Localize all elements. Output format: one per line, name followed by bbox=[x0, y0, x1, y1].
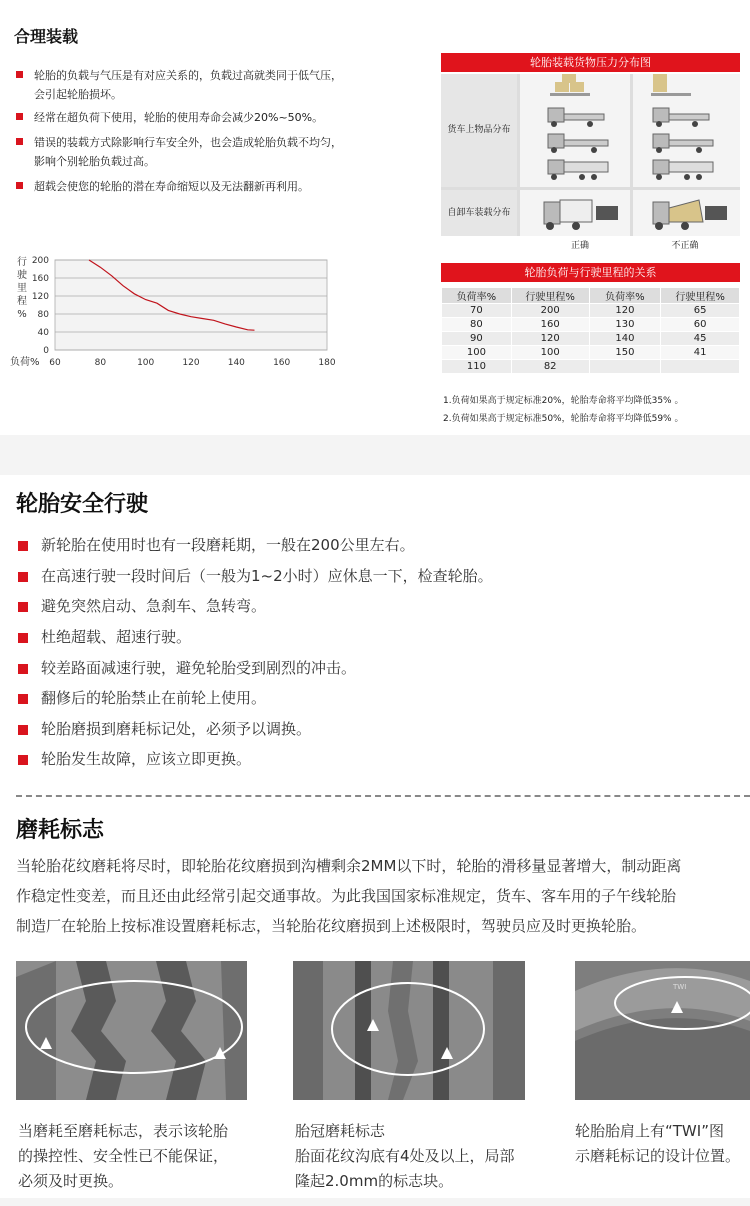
chart-x-tick-label: 80 bbox=[94, 358, 107, 368]
bullet-square-icon bbox=[18, 572, 28, 582]
safety-bullet: 轮胎发生故障，应该立即更换。 bbox=[18, 748, 251, 770]
pressure-panel-title: 轮胎装载货物压力分布图 bbox=[441, 53, 740, 72]
chart-ylabel-char: 程 bbox=[17, 296, 27, 307]
chart-y-ticks bbox=[32, 256, 49, 356]
chart-grid bbox=[55, 260, 327, 350]
chart-x-tick-label: 120 bbox=[182, 358, 200, 368]
chart-ylabel-char: 里 bbox=[17, 283, 27, 294]
chart-y-tick-label: 160 bbox=[31, 274, 49, 284]
load-mileage-chart bbox=[10, 250, 355, 380]
table-row: 80 160 130 60 bbox=[442, 318, 740, 332]
chart-y-tick-label: 40 bbox=[37, 328, 49, 338]
chart-ylabel bbox=[17, 256, 27, 320]
wrong-dump-loading bbox=[633, 190, 740, 236]
chart-x-tick-label: 100 bbox=[137, 358, 155, 368]
load-section-title: 合理装载 bbox=[14, 27, 79, 46]
bullet-square-icon bbox=[18, 602, 28, 612]
tire-tread-image bbox=[16, 961, 247, 1100]
chart-ylabel-char: 驶 bbox=[17, 270, 27, 281]
bullet-square-icon bbox=[18, 664, 28, 674]
twi-marker-label: TWI bbox=[673, 983, 687, 991]
chart-x-tick-label: 140 bbox=[227, 358, 245, 368]
tire-crown-image bbox=[293, 961, 525, 1100]
table-row: 110 82 bbox=[442, 360, 740, 374]
photo-caption: 胎冠磨耗标志 胎面花纹沟底有4处及以上，局部 隆起2.0mm的标志块。 bbox=[295, 1122, 515, 1190]
dump-truck-correct-icon bbox=[520, 190, 630, 236]
tread-wear-photo-3 bbox=[575, 961, 750, 1100]
load-bullet: 错误的装载方式除影响行车安全外，也会造成轮胎负载不均匀， 影响个别轮胎负载过高。 bbox=[16, 133, 346, 171]
load-bullet: 轮胎的负载与气压是有对应关系的，负载过高就类同于低气压， 会引起轮胎损坏。 bbox=[16, 66, 346, 104]
chart-x-tick-label: 60 bbox=[49, 358, 61, 368]
load-section bbox=[0, 0, 750, 435]
photo-caption: 当磨耗至磨耗标志，表示该轮胎 的操控性、安全性已不能保证， 必须及时更换。 bbox=[18, 1122, 229, 1190]
table-title: 轮胎负荷与行驶里程的关系 bbox=[441, 263, 740, 282]
truck-loading-correct-icon bbox=[520, 74, 630, 187]
correct-truck-loading bbox=[520, 74, 630, 187]
pressure-panel bbox=[441, 74, 740, 236]
chart-x-tick-label: 180 bbox=[318, 358, 336, 368]
wear-paragraph: 当轮胎花纹磨耗将尽时，即轮胎花纹磨损到沟槽剩余2MM以下时，轮胎的滑移量显著增大，制动距离 作稳定性变差，而且还由此经常引起交通事故。为此我国国家标准规定，货车、客车用的子午线轮胎 制造厂在轮胎上按标准设置磨耗标志，当轮胎花纹磨损到上述极限时，驾驶员应及时更换轮胎。 bbox=[16, 857, 682, 935]
safety-bullet: 杜绝超载、超速行驶。 bbox=[18, 626, 191, 648]
chart-y-tick-label: 80 bbox=[37, 310, 49, 320]
pressure-row1-label: 货车上物品分布 bbox=[441, 74, 517, 187]
bullet-square-icon bbox=[16, 113, 23, 120]
safety-bullet: 较差路面减速行驶，避免轮胎受到剧烈的冲击。 bbox=[18, 657, 356, 679]
tire-shoulder-twi-image bbox=[575, 961, 750, 1100]
load-bullet: 超载会使您的轮胎的潜在寿命缩短以及无法翻新再利用。 bbox=[16, 177, 346, 196]
table-note: 1.负荷如果高于规定标准20%，轮胎寿命将平均降低35% 。 bbox=[443, 396, 684, 406]
dashed-divider bbox=[16, 795, 750, 797]
bullet-square-icon bbox=[18, 755, 28, 765]
wrong-truck-loading bbox=[633, 74, 740, 187]
safety-bullet: 避免突然启动、急刹车、急转弯。 bbox=[18, 595, 266, 617]
bullet-square-icon bbox=[18, 725, 28, 735]
table-note: 2.负荷如果高于规定标准50%，轮胎寿命将平均降低59% 。 bbox=[443, 414, 684, 424]
safety-bullet: 新轮胎在使用时也有一段磨耗期，一般在200公里左右。 bbox=[18, 534, 415, 556]
dump-truck-wrong-icon bbox=[633, 190, 740, 236]
correct-dump-loading bbox=[520, 190, 630, 236]
table-row: 100 100 150 41 bbox=[442, 346, 740, 360]
chart-x-tick-label: 160 bbox=[273, 358, 291, 368]
safety-section-title: 轮胎安全行驶 bbox=[16, 492, 149, 517]
safety-bullet: 轮胎磨损到磨耗标记处，必须予以调换。 bbox=[18, 718, 311, 740]
bullet-square-icon bbox=[18, 694, 28, 704]
chart-xlabel: 负荷% bbox=[10, 357, 40, 368]
section-gap bbox=[0, 435, 750, 475]
chart-plot-area bbox=[55, 260, 327, 350]
wear-section-title: 磨耗标志 bbox=[16, 818, 105, 843]
label-correct: 正确 bbox=[570, 241, 589, 251]
chart-ylabel-char: % bbox=[17, 309, 27, 320]
chart-x-ticks bbox=[49, 358, 336, 368]
chart-y-tick-label: 120 bbox=[31, 292, 49, 302]
tread-wear-photo-2 bbox=[293, 961, 525, 1100]
safety-bullet: 在高速行驶一段时间后（一般为1~2小时）应休息一下，检查轮胎。 bbox=[18, 565, 493, 587]
pressure-row2-label: 自卸车装载分布 bbox=[441, 190, 517, 236]
table-header-row: 负荷率% 行驶里程% 负荷率% 行驶里程% bbox=[442, 288, 740, 304]
bullet-square-icon bbox=[16, 138, 23, 145]
bottom-gap bbox=[0, 1198, 750, 1206]
label-wrong: 不正确 bbox=[671, 241, 699, 251]
safety-bullet: 翻修后的轮胎禁止在前轮上使用。 bbox=[18, 687, 266, 709]
bullet-square-icon bbox=[16, 71, 23, 78]
bullet-square-icon bbox=[18, 633, 28, 643]
photo-caption: 轮胎胎肩上有“TWI”图 示磨耗标记的设计位置。 bbox=[575, 1122, 741, 1165]
table-row: 70 200 120 65 bbox=[442, 304, 740, 318]
chart-y-tick-label: 0 bbox=[43, 346, 49, 356]
load-mileage-table bbox=[441, 287, 740, 374]
bullet-square-icon bbox=[18, 541, 28, 551]
truck-loading-wrong-icon bbox=[633, 74, 740, 187]
load-bullet: 经常在超负荷下使用，轮胎的使用寿命会减少20%~50%。 bbox=[16, 108, 346, 127]
table-row: 90 120 140 45 bbox=[442, 332, 740, 346]
tread-wear-photo-1 bbox=[16, 961, 247, 1100]
chart-y-tick-label: 200 bbox=[31, 256, 49, 266]
chart-ylabel-char: 行 bbox=[17, 257, 27, 268]
bullet-square-icon bbox=[16, 182, 23, 189]
